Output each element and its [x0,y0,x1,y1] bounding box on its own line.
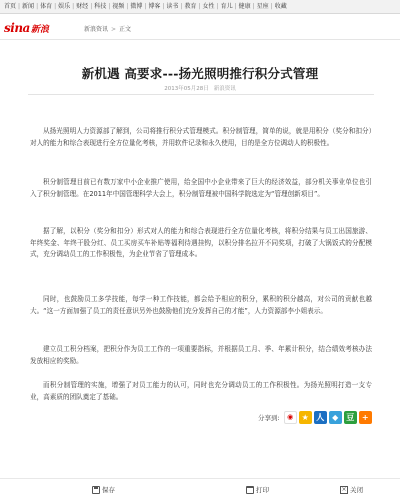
breadcrumb-section[interactable]: 新浪资讯 [84,26,109,33]
nav-separator: | [270,3,273,10]
douban-share-icon[interactable] [344,411,357,424]
nav-item-education[interactable]: 教育 [184,2,197,10]
close-button[interactable] [340,485,363,494]
nav-item-women[interactable]: 女性 [202,2,215,10]
article-paragraph: 建立员工积分档案，把积分作为员工工作的一项重要指标，并根据员工月、季、年累计积分，结合绩效考核办法发放相应的奖励。 [30,345,372,365]
share-bar [258,410,372,424]
nav-separator: | [90,3,93,10]
nav-item-blog[interactable]: 博客 [148,2,161,10]
nav-item-tech[interactable]: 科技 [94,2,107,10]
nav-item-home[interactable]: 首页 [4,2,17,10]
breadcrumb-arrow-icon: > [111,26,117,33]
weibo-share-icon[interactable] [284,411,297,424]
nav-separator: | [36,3,39,10]
save-icon [92,486,100,494]
nav-item-news[interactable]: 新闻 [22,2,35,10]
nav-item-health[interactable]: 健康 [238,2,251,10]
logo-mark: sina [4,21,30,35]
article-paragraph: 同时，也鼓励员工多学技能，每学一种工作技能，都会给予相应的积分，累积的积分越高，对公司的贡献也越大。“这一方面加强了员工的责任意识另外也鼓励他们充分发挥自己的才能”，人力资源部李小姐表示。 [30,295,372,315]
nav-separator: | [54,3,57,10]
top-nav [0,0,400,14]
brand-bar [0,16,400,40]
title-divider [28,94,374,95]
article-source[interactable]: 新浪资讯 [213,86,236,92]
tencent-weibo-share-icon[interactable] [329,411,342,424]
more-share-icon[interactable] [359,411,372,424]
print-icon [246,486,254,494]
renren-glyph: 人 [316,412,325,422]
print-label: 打印 [256,486,269,494]
nav-separator: | [216,3,219,10]
article-meta [0,84,400,92]
nav-separator: | [126,3,129,10]
nav-separator: | [18,3,21,10]
nav-item-horoscope[interactable]: 星座 [256,2,269,10]
sina-logo[interactable] [4,20,49,36]
more-glyph: + [361,412,369,422]
print-button[interactable] [246,485,269,494]
nav-separator: | [162,3,165,10]
nav-item-finance[interactable]: 财经 [76,2,89,10]
nav-separator: | [198,3,201,10]
tencent-weibo-glyph: ◆ [332,412,339,422]
save-label: 保存 [102,486,115,494]
close-label: 关闭 [350,486,363,494]
nav-item-weibo[interactable]: 微博 [130,2,143,10]
breadcrumb [84,24,131,33]
renren-share-icon[interactable] [314,411,327,424]
nav-separator: | [72,3,75,10]
nav-item-entertainment[interactable]: 娱乐 [58,2,71,10]
nav-separator: | [144,3,147,10]
nav-separator: | [252,3,255,10]
article-title: 新机遇 高要求---扬光照明推行积分式管理 [81,66,319,81]
logo-text: 新浪 [30,24,49,35]
article-paragraph: 从扬光照明人力资源部了解到，公司将推行积分式管理模式。积分制管理，简单的说，就是用积分（奖分和扣分）对人的能力和综合表现进行全方位量化考核，并用软件记录和永久使用，目的是全方位调动人的积极性。 [30,127,372,147]
article-date: 2013年05月28日 [164,86,209,92]
share-label: 分享到: [258,413,280,422]
qzone-share-icon[interactable] [299,411,312,424]
nav-separator: | [180,3,183,10]
nav-item-sports[interactable]: 体育 [40,2,53,10]
douban-glyph: 豆 [346,412,355,422]
save-button[interactable] [92,485,115,494]
nav-item-parenting[interactable]: 育儿 [220,2,233,10]
bottom-bar [0,478,400,500]
breadcrumb-current: 正文 [119,26,132,33]
close-icon: × [341,485,347,493]
article-paragraph: 积分制管理目前已有数万家中小企业推广使用，给全国中小企业带来了巨大的经济效益，部分机关事业单位也引入了积分制管理。在2011年中国管理科学大会上，积分制管理被中国科学院选定为“管理创新项目”。 [30,178,372,198]
nav-separator: | [108,3,111,10]
nav-item-collection[interactable]: 收藏 [274,2,287,10]
qzone-star-glyph: ★ [301,412,309,422]
nav-separator: | [234,3,237,10]
weibo-eye-glyph: ◉ [287,413,294,421]
nav-item-video[interactable]: 视频 [112,2,125,10]
article-paragraph: 而积分制管理的实施，增强了对员工能力的认可，同时也充分调动员工的工作积极性。为扬光照明打造一支专业，高素质的团队奠定了基础。 [30,381,372,401]
nav-item-books[interactable]: 读书 [166,2,179,10]
article-paragraph: 据了解，以积分（奖分和扣分）形式对人的能力和综合表现进行全方位量化考核，将积分结果与员工出国旅游、年终奖金、年终干股分红、员工买房买车补贴等福利待遇挂钩，以积分排名拉开不同奖项，打破了大锅饭式的分配模式，充分调动员工的工作积极性，为企业节省了管理成本。 [30,227,372,259]
